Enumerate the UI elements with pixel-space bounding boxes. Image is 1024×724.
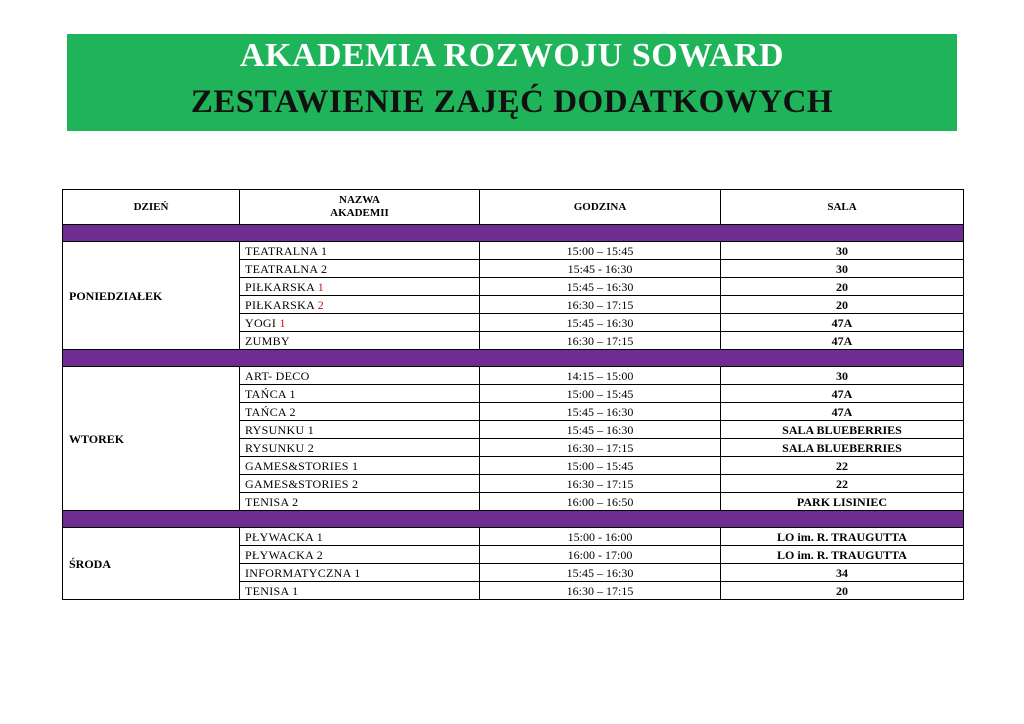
room-cell: 30 <box>721 242 964 260</box>
academy-name-cell <box>240 314 480 332</box>
day-separator <box>63 511 964 528</box>
academy-number: 1 <box>317 279 324 294</box>
time-cell: 15:45 – 16:30 <box>480 421 721 439</box>
column-header-name-line1: NAZWA <box>339 194 380 206</box>
academy-name: TENISA 2 <box>245 494 299 509</box>
time-cell: 15:45 – 16:30 <box>480 314 721 332</box>
academy-name-cell <box>240 403 480 421</box>
room-cell: 47A <box>721 385 964 403</box>
academy-name-cell <box>240 528 480 546</box>
academy-name-cell <box>240 385 480 403</box>
room-cell: 47A <box>721 314 964 332</box>
time-cell: 15:45 – 16:30 <box>480 278 721 296</box>
time-cell: 15:45 – 16:30 <box>480 403 721 421</box>
time-cell: 15:00 - 16:00 <box>480 528 721 546</box>
academy-name: INFORMATYCZNA 1 <box>245 565 361 580</box>
time-cell: 16:00 - 17:00 <box>480 546 721 564</box>
academy-name-cell <box>240 582 480 600</box>
academy-name-cell <box>240 439 480 457</box>
separator-bar <box>63 225 964 242</box>
academy-number: 1 <box>279 315 286 330</box>
academy-name-cell <box>240 475 480 493</box>
room-cell: LO im. R. TRAUGUTTA <box>721 528 964 546</box>
time-cell: 14:15 – 15:00 <box>480 367 721 385</box>
column-header-name <box>240 190 480 225</box>
room-cell: 30 <box>721 367 964 385</box>
time-cell: 15:00 – 15:45 <box>480 457 721 475</box>
page-title: AKADEMIA ROZWOJU SOWARD <box>239 37 785 74</box>
time-cell: 15:45 - 16:30 <box>480 260 721 278</box>
column-header-room: SALA <box>721 190 964 225</box>
academy-name: TAŃCA 2 <box>245 404 296 419</box>
room-cell: 20 <box>721 582 964 600</box>
day-separator <box>63 225 964 242</box>
academy-name: PIŁKARSKA <box>245 279 318 294</box>
academy-number: 2 <box>317 297 324 312</box>
day-cell: WTOREK <box>63 367 240 511</box>
time-cell: 16:30 – 17:15 <box>480 439 721 457</box>
academy-name: PŁYWACKA 1 <box>245 529 324 544</box>
table-row <box>63 528 964 546</box>
academy-name: TEATRALNA 1 <box>245 243 328 258</box>
separator-bar <box>63 350 964 367</box>
academy-name-cell <box>240 493 480 511</box>
academy-name-cell <box>240 367 480 385</box>
time-cell: 16:30 – 17:15 <box>480 475 721 493</box>
academy-name-cell <box>240 296 480 314</box>
header-row <box>63 190 964 225</box>
academy-name-cell <box>240 332 480 350</box>
academy-name-cell <box>240 260 480 278</box>
time-cell: 16:30 – 17:15 <box>480 582 721 600</box>
room-cell: 47A <box>721 332 964 350</box>
room-cell: SALA BLUEBERRIES <box>721 439 964 457</box>
academy-name-cell <box>240 421 480 439</box>
academy-name-cell <box>240 546 480 564</box>
room-cell: 47A <box>721 403 964 421</box>
academy-name: TAŃCA 1 <box>245 386 296 401</box>
room-cell: 20 <box>721 296 964 314</box>
column-header-day: DZIEŃ <box>63 190 240 225</box>
academy-name: GAMES&STORIES 2 <box>245 476 359 491</box>
time-cell: 15:45 – 16:30 <box>480 564 721 582</box>
room-cell: 34 <box>721 564 964 582</box>
academy-name: GAMES&STORIES 1 <box>245 458 359 473</box>
day-cell: ŚRODA <box>63 528 240 600</box>
academy-name: RYSUNKU 1 <box>245 422 315 437</box>
time-cell: 16:00 – 16:50 <box>480 493 721 511</box>
academy-name: ZUMBY <box>245 333 290 348</box>
room-cell: 30 <box>721 260 964 278</box>
academy-name-cell <box>240 242 480 260</box>
academy-name: TENISA 1 <box>245 583 299 598</box>
day-cell: PONIEDZIAŁEK <box>63 242 240 350</box>
academy-name: ART- DECO <box>245 368 310 383</box>
academy-name: RYSUNKU 2 <box>245 440 315 455</box>
table-row <box>63 367 964 385</box>
page-subtitle: ZESTAWIENIE ZAJĘĆ DODATKOWYCH <box>190 84 834 120</box>
time-cell: 15:00 – 15:45 <box>480 385 721 403</box>
room-cell: PARK LISINIEC <box>721 493 964 511</box>
room-cell: 20 <box>721 278 964 296</box>
room-cell: SALA BLUEBERRIES <box>721 421 964 439</box>
time-cell: 15:00 – 15:45 <box>480 242 721 260</box>
academy-name-cell <box>240 457 480 475</box>
room-cell: LO im. R. TRAUGUTTA <box>721 546 964 564</box>
schedule-table <box>62 189 964 600</box>
academy-name-cell <box>240 564 480 582</box>
time-cell: 16:30 – 17:15 <box>480 296 721 314</box>
room-cell: 22 <box>721 475 964 493</box>
title-banner <box>67 34 957 131</box>
academy-name: YOGI <box>245 315 280 330</box>
room-cell: 22 <box>721 457 964 475</box>
academy-name-cell <box>240 278 480 296</box>
academy-name: PŁYWACKA 2 <box>245 547 324 562</box>
column-header-name-line2: AKADEMII <box>330 207 389 219</box>
schedule-body <box>63 225 964 600</box>
academy-name: PIŁKARSKA <box>245 297 318 312</box>
table-row <box>63 242 964 260</box>
time-cell: 16:30 – 17:15 <box>480 332 721 350</box>
separator-bar <box>63 511 964 528</box>
column-header-time: GODZINA <box>480 190 721 225</box>
academy-name: TEATRALNA 2 <box>245 261 328 276</box>
day-separator <box>63 350 964 367</box>
